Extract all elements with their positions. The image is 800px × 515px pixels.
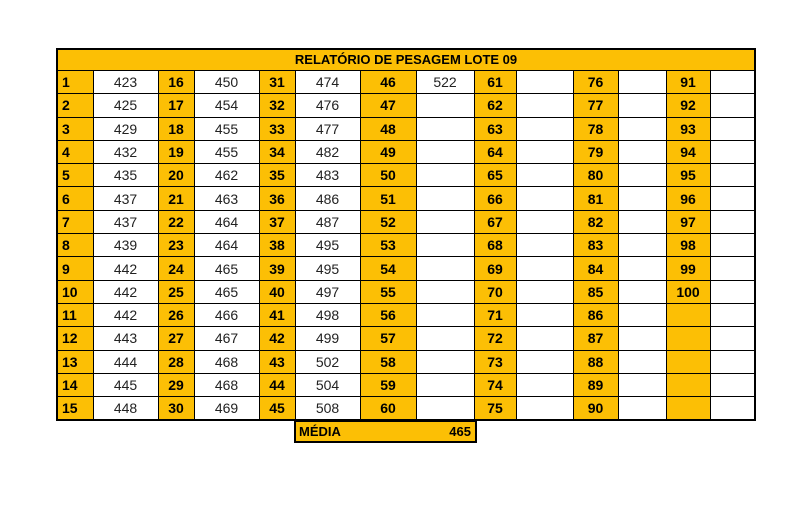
weight-cell: 448 xyxy=(93,397,158,421)
animal-number-cell: 94 xyxy=(666,140,710,163)
weight-cell: 497 xyxy=(295,280,360,303)
animal-number-cell: 87 xyxy=(573,327,618,350)
report-title: RELATÓRIO DE PESAGEM LOTE 09 xyxy=(57,49,755,71)
weighing-report-sheet xyxy=(56,48,754,439)
animal-number-cell: 45 xyxy=(259,397,295,421)
weight-cell: 508 xyxy=(295,397,360,421)
weight-cell xyxy=(618,234,666,257)
table-row xyxy=(57,71,755,94)
weight-cell: 468 xyxy=(194,350,259,373)
animal-number-cell: 20 xyxy=(158,164,194,187)
animal-number-cell: 37 xyxy=(259,210,295,233)
weight-cell xyxy=(516,187,573,210)
weight-cell xyxy=(516,210,573,233)
weight-cell: 435 xyxy=(93,164,158,187)
weight-cell: 499 xyxy=(295,327,360,350)
table-row xyxy=(57,164,755,187)
weight-cell xyxy=(710,210,755,233)
animal-number-cell: 65 xyxy=(474,164,516,187)
weight-cell xyxy=(710,187,755,210)
weight-cell xyxy=(710,350,755,373)
animal-number-cell: 51 xyxy=(360,187,416,210)
animal-number-cell: 54 xyxy=(360,257,416,280)
weight-cell xyxy=(618,327,666,350)
animal-number-cell: 7 xyxy=(57,210,93,233)
weight-cell xyxy=(416,350,474,373)
animal-number-cell: 47 xyxy=(360,94,416,117)
animal-number-cell: 26 xyxy=(158,303,194,326)
weight-cell xyxy=(416,187,474,210)
weight-cell xyxy=(710,303,755,326)
weight-cell xyxy=(516,327,573,350)
animal-number-cell: 93 xyxy=(666,117,710,140)
animal-number-cell: 83 xyxy=(573,234,618,257)
animal-number-cell: 56 xyxy=(360,303,416,326)
animal-number-cell: 25 xyxy=(158,280,194,303)
animal-number-cell: 63 xyxy=(474,117,516,140)
animal-number-cell: 57 xyxy=(360,327,416,350)
weight-cell xyxy=(416,94,474,117)
weight-cell xyxy=(710,140,755,163)
weight-cell: 442 xyxy=(93,303,158,326)
table-row xyxy=(57,234,755,257)
weighing-report-table xyxy=(56,48,756,421)
weight-cell: 495 xyxy=(295,257,360,280)
average-value: 465 xyxy=(417,421,476,442)
animal-number-cell: 48 xyxy=(360,117,416,140)
animal-number-cell: 82 xyxy=(573,210,618,233)
weight-cell: 495 xyxy=(295,234,360,257)
animal-number-cell: 68 xyxy=(474,234,516,257)
weight-cell: 455 xyxy=(194,140,259,163)
table-row xyxy=(57,373,755,396)
weight-cell: 487 xyxy=(295,210,360,233)
animal-number-cell: 39 xyxy=(259,257,295,280)
animal-number-cell: 88 xyxy=(573,350,618,373)
average-box xyxy=(294,420,477,443)
report-title-row xyxy=(57,49,755,71)
animal-number-cell: 22 xyxy=(158,210,194,233)
weight-cell: 423 xyxy=(93,71,158,94)
weight-cell: 467 xyxy=(194,327,259,350)
weight-cell xyxy=(618,187,666,210)
animal-number-cell: 79 xyxy=(573,140,618,163)
weight-cell xyxy=(710,117,755,140)
animal-number-cell: 72 xyxy=(474,327,516,350)
weight-cell: 502 xyxy=(295,350,360,373)
animal-number-cell: 69 xyxy=(474,257,516,280)
weight-cell xyxy=(516,397,573,421)
animal-number-cell: 84 xyxy=(573,257,618,280)
animal-number-cell: 43 xyxy=(259,350,295,373)
weight-cell xyxy=(618,117,666,140)
weight-cell xyxy=(416,373,474,396)
animal-number-cell: 15 xyxy=(57,397,93,421)
animal-number-cell: 21 xyxy=(158,187,194,210)
table-row xyxy=(57,397,755,421)
animal-number-cell: 62 xyxy=(474,94,516,117)
animal-number-cell: 23 xyxy=(158,234,194,257)
average-label: MÉDIA xyxy=(295,421,417,442)
weight-cell: 442 xyxy=(93,257,158,280)
weight-cell: 444 xyxy=(93,350,158,373)
table-row xyxy=(57,140,755,163)
weight-cell: 474 xyxy=(295,71,360,94)
animal-number-cell: 55 xyxy=(360,280,416,303)
weight-cell: 498 xyxy=(295,303,360,326)
weight-cell: 477 xyxy=(295,117,360,140)
animal-number-cell: 76 xyxy=(573,71,618,94)
animal-number-cell xyxy=(666,350,710,373)
animal-number-cell: 13 xyxy=(57,350,93,373)
weight-cell: 425 xyxy=(93,94,158,117)
animal-number-cell xyxy=(666,373,710,396)
animal-number-cell: 99 xyxy=(666,257,710,280)
animal-number-cell: 97 xyxy=(666,210,710,233)
animal-number-cell: 1 xyxy=(57,71,93,94)
weight-cell xyxy=(516,257,573,280)
animal-number-cell: 100 xyxy=(666,280,710,303)
weight-cell xyxy=(516,94,573,117)
weight-cell xyxy=(416,140,474,163)
weight-cell: 443 xyxy=(93,327,158,350)
weight-cell xyxy=(416,257,474,280)
weight-cell: 450 xyxy=(194,71,259,94)
weight-cell xyxy=(618,210,666,233)
animal-number-cell: 75 xyxy=(474,397,516,421)
table-row xyxy=(57,303,755,326)
animal-number-cell: 10 xyxy=(57,280,93,303)
weight-cell: 464 xyxy=(194,210,259,233)
weight-cell: 522 xyxy=(416,71,474,94)
weight-cell xyxy=(516,373,573,396)
weight-cell xyxy=(710,234,755,257)
animal-number-cell: 34 xyxy=(259,140,295,163)
weight-cell xyxy=(618,257,666,280)
animal-number-cell: 49 xyxy=(360,140,416,163)
animal-number-cell: 46 xyxy=(360,71,416,94)
weight-cell xyxy=(516,303,573,326)
animal-number-cell: 5 xyxy=(57,164,93,187)
weight-cell: 465 xyxy=(194,280,259,303)
animal-number-cell: 16 xyxy=(158,71,194,94)
weight-cell xyxy=(710,257,755,280)
animal-number-cell: 35 xyxy=(259,164,295,187)
animal-number-cell: 18 xyxy=(158,117,194,140)
weight-cell: 454 xyxy=(194,94,259,117)
animal-number-cell xyxy=(666,397,710,421)
weight-cell: 476 xyxy=(295,94,360,117)
animal-number-cell: 61 xyxy=(474,71,516,94)
animal-number-cell: 11 xyxy=(57,303,93,326)
animal-number-cell: 67 xyxy=(474,210,516,233)
weight-cell xyxy=(710,280,755,303)
weight-cell xyxy=(710,71,755,94)
table-row xyxy=(57,257,755,280)
animal-number-cell: 64 xyxy=(474,140,516,163)
animal-number-cell: 41 xyxy=(259,303,295,326)
weight-cell xyxy=(618,397,666,421)
weight-cell xyxy=(416,234,474,257)
animal-number-cell: 3 xyxy=(57,117,93,140)
weight-cell: 432 xyxy=(93,140,158,163)
animal-number-cell: 19 xyxy=(158,140,194,163)
weight-cell: 468 xyxy=(194,373,259,396)
weight-cell: 437 xyxy=(93,210,158,233)
animal-number-cell: 8 xyxy=(57,234,93,257)
animal-number-cell: 98 xyxy=(666,234,710,257)
weight-cell xyxy=(618,164,666,187)
weight-cell xyxy=(416,117,474,140)
weight-cell xyxy=(416,327,474,350)
weight-cell xyxy=(710,327,755,350)
table-row xyxy=(57,210,755,233)
weight-cell xyxy=(710,397,755,421)
animal-number-cell: 90 xyxy=(573,397,618,421)
animal-number-cell: 38 xyxy=(259,234,295,257)
weight-cell xyxy=(618,280,666,303)
weight-cell: 504 xyxy=(295,373,360,396)
animal-number-cell: 2 xyxy=(57,94,93,117)
weight-cell xyxy=(710,373,755,396)
animal-number-cell: 60 xyxy=(360,397,416,421)
weight-cell xyxy=(516,117,573,140)
animal-number-cell: 59 xyxy=(360,373,416,396)
animal-number-cell: 6 xyxy=(57,187,93,210)
animal-number-cell: 50 xyxy=(360,164,416,187)
animal-number-cell: 52 xyxy=(360,210,416,233)
weight-cell: 442 xyxy=(93,280,158,303)
animal-number-cell: 42 xyxy=(259,327,295,350)
weight-cell: 482 xyxy=(295,140,360,163)
weight-cell xyxy=(618,94,666,117)
weight-cell: 463 xyxy=(194,187,259,210)
weight-cell: 429 xyxy=(93,117,158,140)
animal-number-cell: 44 xyxy=(259,373,295,396)
weight-cell xyxy=(416,164,474,187)
animal-number-cell: 30 xyxy=(158,397,194,421)
weight-cell xyxy=(416,280,474,303)
weight-cell xyxy=(710,94,755,117)
animal-number-cell: 28 xyxy=(158,350,194,373)
weight-cell xyxy=(618,140,666,163)
weight-cell: 445 xyxy=(93,373,158,396)
animal-number-cell: 73 xyxy=(474,350,516,373)
animal-number-cell: 74 xyxy=(474,373,516,396)
animal-number-cell: 66 xyxy=(474,187,516,210)
table-row xyxy=(57,187,755,210)
animal-number-cell: 78 xyxy=(573,117,618,140)
weight-cell xyxy=(416,397,474,421)
weight-cell xyxy=(710,164,755,187)
animal-number-cell: 95 xyxy=(666,164,710,187)
weight-cell: 464 xyxy=(194,234,259,257)
weight-cell: 466 xyxy=(194,303,259,326)
animal-number-cell: 12 xyxy=(57,327,93,350)
weight-cell: 483 xyxy=(295,164,360,187)
weight-cell xyxy=(516,164,573,187)
animal-number-cell: 31 xyxy=(259,71,295,94)
animal-number-cell: 91 xyxy=(666,71,710,94)
animal-number-cell: 40 xyxy=(259,280,295,303)
weight-cell: 437 xyxy=(93,187,158,210)
animal-number-cell: 14 xyxy=(57,373,93,396)
animal-number-cell: 27 xyxy=(158,327,194,350)
animal-number-cell: 85 xyxy=(573,280,618,303)
animal-number-cell: 53 xyxy=(360,234,416,257)
animal-number-cell: 9 xyxy=(57,257,93,280)
animal-number-cell: 29 xyxy=(158,373,194,396)
animal-number-cell: 80 xyxy=(573,164,618,187)
weight-cell xyxy=(618,350,666,373)
table-row xyxy=(57,350,755,373)
weight-cell xyxy=(416,303,474,326)
weight-cell: 455 xyxy=(194,117,259,140)
weight-cell: 465 xyxy=(194,257,259,280)
animal-number-cell: 24 xyxy=(158,257,194,280)
weight-cell xyxy=(516,234,573,257)
animal-number-cell: 36 xyxy=(259,187,295,210)
animal-number-cell: 81 xyxy=(573,187,618,210)
animal-number-cell: 4 xyxy=(57,140,93,163)
table-row xyxy=(57,94,755,117)
weight-cell xyxy=(416,210,474,233)
table-row xyxy=(57,327,755,350)
weight-cell: 469 xyxy=(194,397,259,421)
animal-number-cell: 58 xyxy=(360,350,416,373)
weight-cell: 439 xyxy=(93,234,158,257)
animal-number-cell: 86 xyxy=(573,303,618,326)
weight-cell xyxy=(516,280,573,303)
animal-number-cell: 96 xyxy=(666,187,710,210)
animal-number-cell: 70 xyxy=(474,280,516,303)
weight-cell xyxy=(618,303,666,326)
weight-cell xyxy=(618,71,666,94)
animal-number-cell: 33 xyxy=(259,117,295,140)
animal-number-cell: 32 xyxy=(259,94,295,117)
animal-number-cell: 92 xyxy=(666,94,710,117)
weight-cell xyxy=(516,140,573,163)
weight-cell: 462 xyxy=(194,164,259,187)
weight-cell xyxy=(516,71,573,94)
table-row xyxy=(57,117,755,140)
weight-cell: 486 xyxy=(295,187,360,210)
animal-number-cell: 89 xyxy=(573,373,618,396)
animal-number-cell xyxy=(666,303,710,326)
animal-number-cell: 17 xyxy=(158,94,194,117)
table-row xyxy=(57,280,755,303)
weight-cell xyxy=(516,350,573,373)
animal-number-cell xyxy=(666,327,710,350)
weight-cell xyxy=(618,373,666,396)
animal-number-cell: 77 xyxy=(573,94,618,117)
animal-number-cell: 71 xyxy=(474,303,516,326)
